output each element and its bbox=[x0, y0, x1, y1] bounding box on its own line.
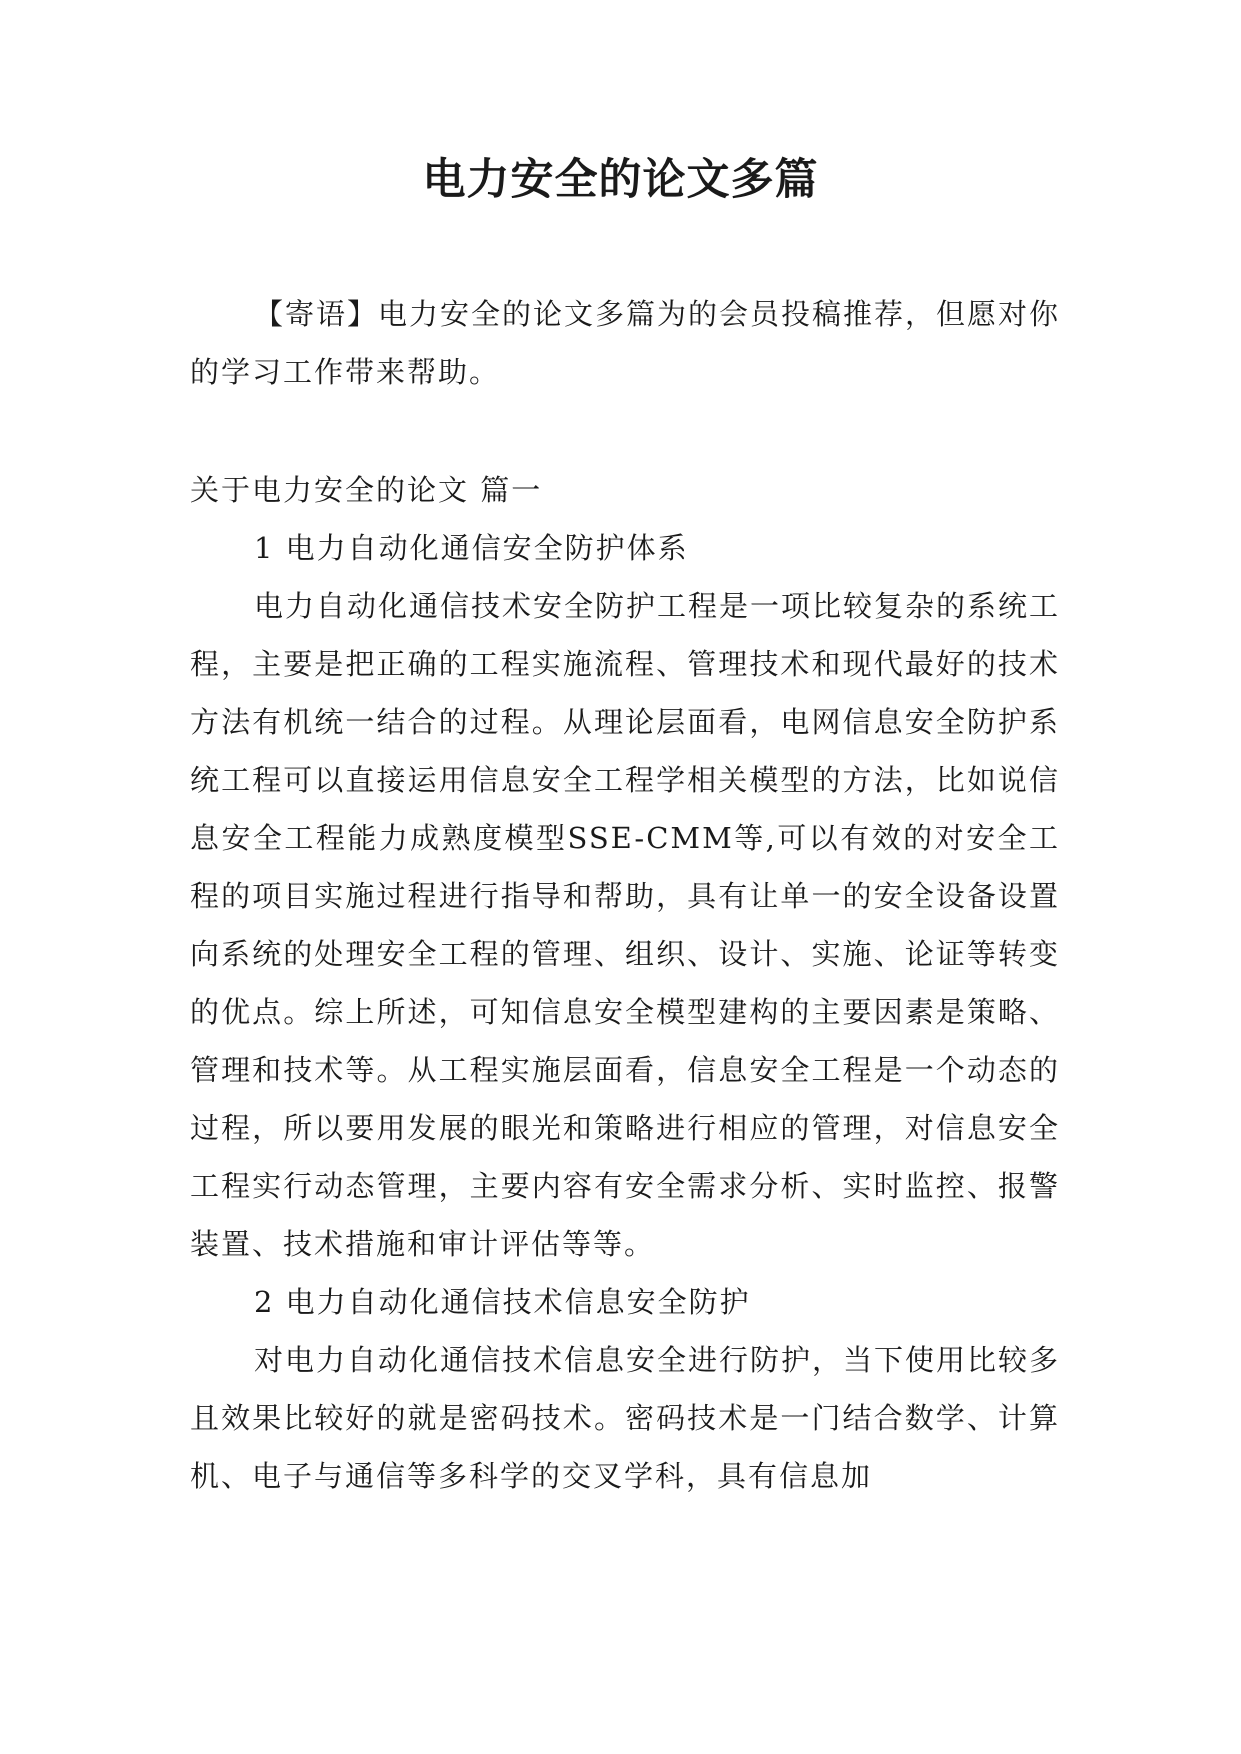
subheading-1: 1 电力自动化通信安全防护体系 bbox=[254, 531, 689, 565]
intro-paragraph: 【寄语】电力安全的论文多篇为的会员投稿推荐，但愿对你的学习工作带来帮助。 bbox=[190, 297, 1061, 389]
document-title: 电力安全的论文多篇 bbox=[422, 155, 819, 205]
body-paragraph-2: 对电力自动化通信技术信息安全进行防护，当下使用比较多且效果比较好的就是密码技术。密码技术是一门结合数学、计算机、电子与通信等多科学的交叉学科，具有信息加 bbox=[190, 1343, 1061, 1493]
section-heading: 关于电力安全的论文 篇一 bbox=[190, 473, 543, 507]
document-body bbox=[190, 519, 1060, 1505]
subheading-2: 2 电力自动化通信技术信息安全防护 bbox=[254, 1285, 751, 1319]
body-paragraph-1: 电力自动化通信技术安全防护工程是一项比较复杂的系统工程，主要是把正确的工程实施流程、管理技术和现代最好的技术方法有机统一结合的过程。从理论层面看，电网信息安全防护系统工程可以直接运用信息安全工程学相关模型的方法，比如说信息安全工程能力成熟度模型SSE-CMM等,可以有效的对安全工程的项目实施过程进行指导和帮助，具有让单一的安全设备设置向系统的处理安全工程的管理、组织、设计、实施、论证等转变的优点。综上所述，可知信息安全模型建构的主要因素是策略、管理和技术等。从工程实施层面看，信息安全工程是一个动态的过程，所以要用发展的眼光和策略进行相应的管理，对信息安全工程实行动态管理，主要内容有安全需求分析、实时监控、报警装置、技术措施和审计评估等等。 bbox=[190, 589, 1061, 1261]
